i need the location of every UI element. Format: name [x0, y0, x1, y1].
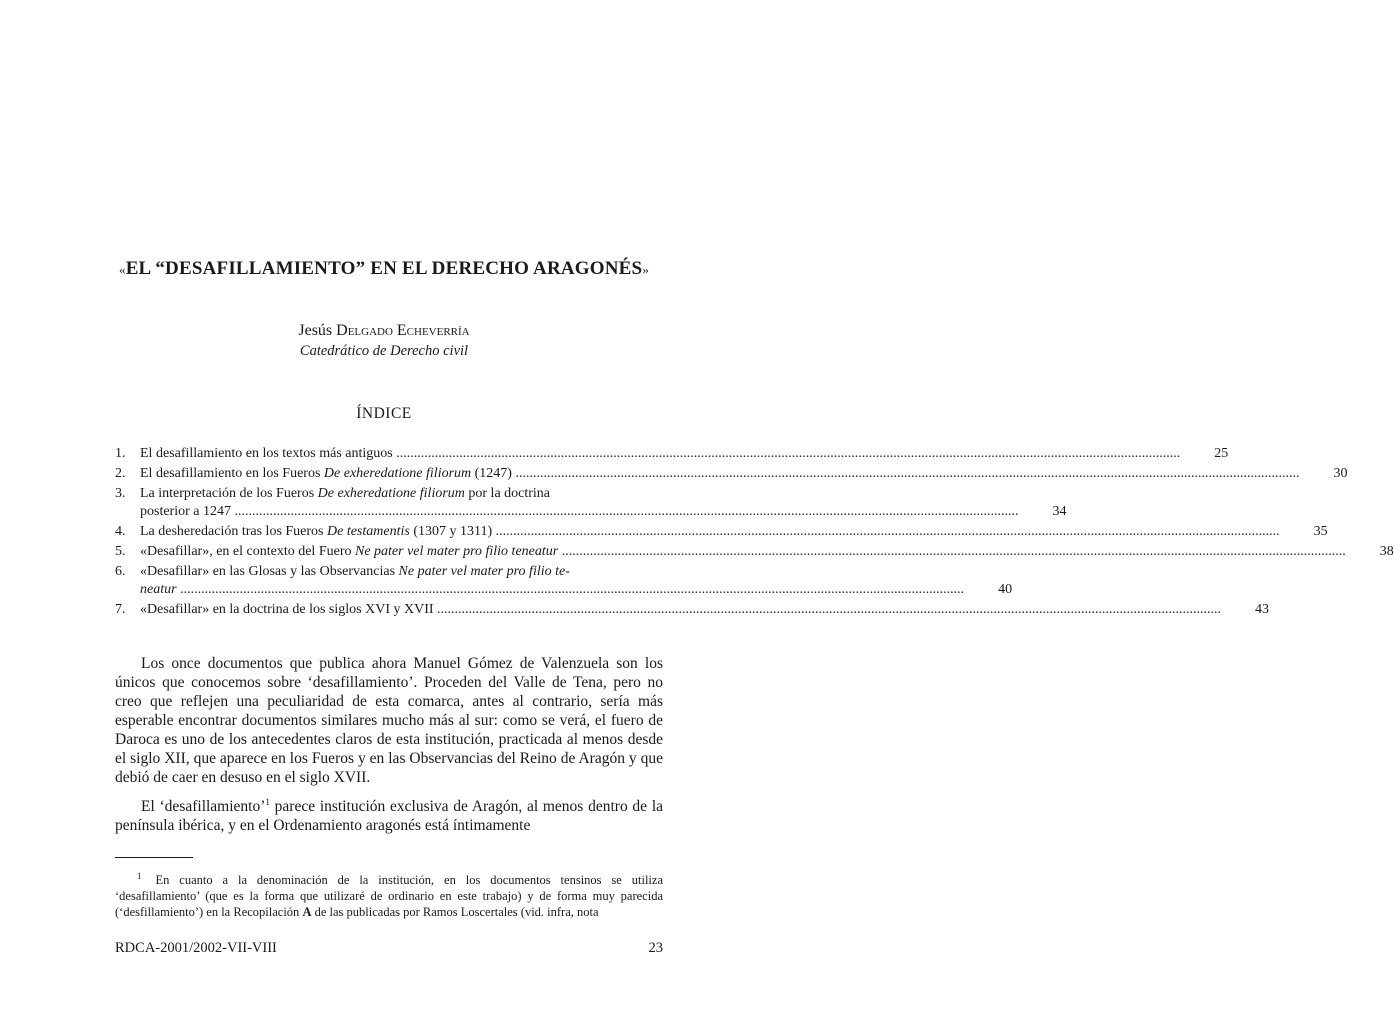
- toc-entry[interactable]: [115, 445, 1229, 463]
- toc-entry-page: 25: [1214, 446, 1229, 461]
- author-affiliation: Catedrático de Derecho civil: [299, 343, 469, 359]
- toc-entry-text-end: por la doctrina: [464, 486, 551, 501]
- title-open-guillemet: «: [118, 262, 126, 277]
- paragraph: El ‘desafillamiento’$^1$ parece institución exclusiva de Aragón, al menos dentro de la península ibérica, y en el Ordenamiento aragonés está íntimamente: [115, 797, 664, 835]
- body-text: [115, 654, 663, 841]
- toc-entry-text: La desheredación tras los Fueros: [140, 524, 327, 539]
- footnote-reference[interactable]: 1: [265, 797, 270, 807]
- toc-entry-number: 7.: [115, 602, 126, 617]
- page-number: 23: [648, 940, 663, 956]
- toc-entry-page: 43: [1255, 602, 1270, 617]
- toc-entry-text: El desafillamiento en los textos más antiguos: [140, 446, 393, 461]
- toc-entry[interactable]: [115, 543, 1394, 561]
- toc-entry-number: 4.: [115, 524, 126, 539]
- toc-entry-number: 6.: [115, 564, 126, 579]
- toc-entry[interactable]: [115, 485, 1067, 521]
- toc-entry[interactable]: [115, 523, 1328, 541]
- toc-entry-italic-cont: neatur: [140, 582, 177, 597]
- page-footer: [115, 940, 663, 957]
- toc-entry-text: «Desafillar», en el contexto del Fuero: [140, 544, 355, 559]
- toc-entry-text: La interpretación de los Fueros: [140, 486, 318, 501]
- journal-reference: RDCA-2001/2002-VII-VIII: [115, 940, 277, 956]
- toc-entry-text-end: (1247): [471, 466, 512, 481]
- toc-entry-italic: De exheredatione filiorum: [317, 486, 465, 501]
- footnote: $^1$ En cuanto a la denominación de la institución, en los documentos tensinos se utiliza ‘desafillamiento’ (que es la forma que utilizaré de ordinario en este trabajo) y de forma muy parecida (‘desfillamiento’) en la Recopilación A de las publicadas por Ramos Loscertales (vid. infra, nota: [115, 871, 663, 920]
- toc-entry-italic: Ne pater vel mater pro filio teneatur: [354, 544, 559, 559]
- toc-entry-page: 30: [1333, 466, 1348, 481]
- title-close-guillemet: »: [642, 262, 650, 277]
- author-name: [0, 322, 768, 340]
- toc-entry-text: «Desafillar» en la doctrina de los siglos XVI y XVII: [140, 602, 434, 617]
- title-text: EL “DESAFILLAMIENTO” EN EL DERECHO ARAGONÉS: [125, 258, 643, 279]
- footnote-bold: A: [302, 905, 312, 920]
- paragraph: Los once documentos que publica ahora Manuel Gómez de Valenzuela son los únicos que conocemos sobre ‘desafillamiento’. Proceden del Valle de Tena, pero no creo que reflejen una peculiaridad de esta comarca, antes al contrario, sería más esperable encontrar documentos similares mucho más al sur: como se verá, el fuero de Daroca es uno de los antecedentes claros de esta institución, practicada al menos desde el siglo XII, que aparece en los Fueros y en las Observancias del Reino de Aragón y que debió de caer en desuso en el siglo XVII.: [115, 655, 663, 786]
- toc-entry-number: 1.: [115, 446, 126, 461]
- toc-entry-text-cont: posterior a 1247: [140, 504, 231, 519]
- toc-entry-number: 3.: [115, 486, 126, 501]
- footnote-number: 1: [137, 871, 142, 881]
- toc-entry-italic: De exheredatione filiorum: [323, 466, 472, 481]
- toc-entry-page: 34: [1052, 504, 1067, 519]
- toc-entry-text: El desafillamiento en los Fueros: [140, 466, 324, 481]
- toc-entry-number: 2.: [115, 466, 126, 481]
- toc-entry[interactable]: [115, 563, 1013, 599]
- toc-entry-page: 35: [1313, 524, 1328, 539]
- toc-entry[interactable]: [115, 601, 1270, 619]
- toc-entry-page: 40: [998, 582, 1013, 597]
- index-heading: ÍNDICE: [356, 405, 412, 422]
- toc-entry-page: 38: [1379, 544, 1394, 559]
- author-first-name: Jesús: [298, 322, 333, 339]
- toc-entry[interactable]: [115, 465, 1348, 483]
- toc-entry-italic: De testamentis: [327, 524, 410, 539]
- toc-entry-text-end: (1307 y 1311): [409, 524, 493, 539]
- author-surname: Delgado Echeverría: [336, 322, 470, 339]
- toc-entry-number: 5.: [115, 544, 126, 559]
- footnote-divider: [115, 857, 193, 858]
- article-title: [0, 258, 768, 280]
- toc-entry-italic: Ne pater vel mater pro filio te-: [398, 564, 570, 579]
- toc-entry-text: «Desafillar» en las Glosas y las Observancias: [140, 564, 399, 579]
- table-of-contents: [115, 445, 1394, 621]
